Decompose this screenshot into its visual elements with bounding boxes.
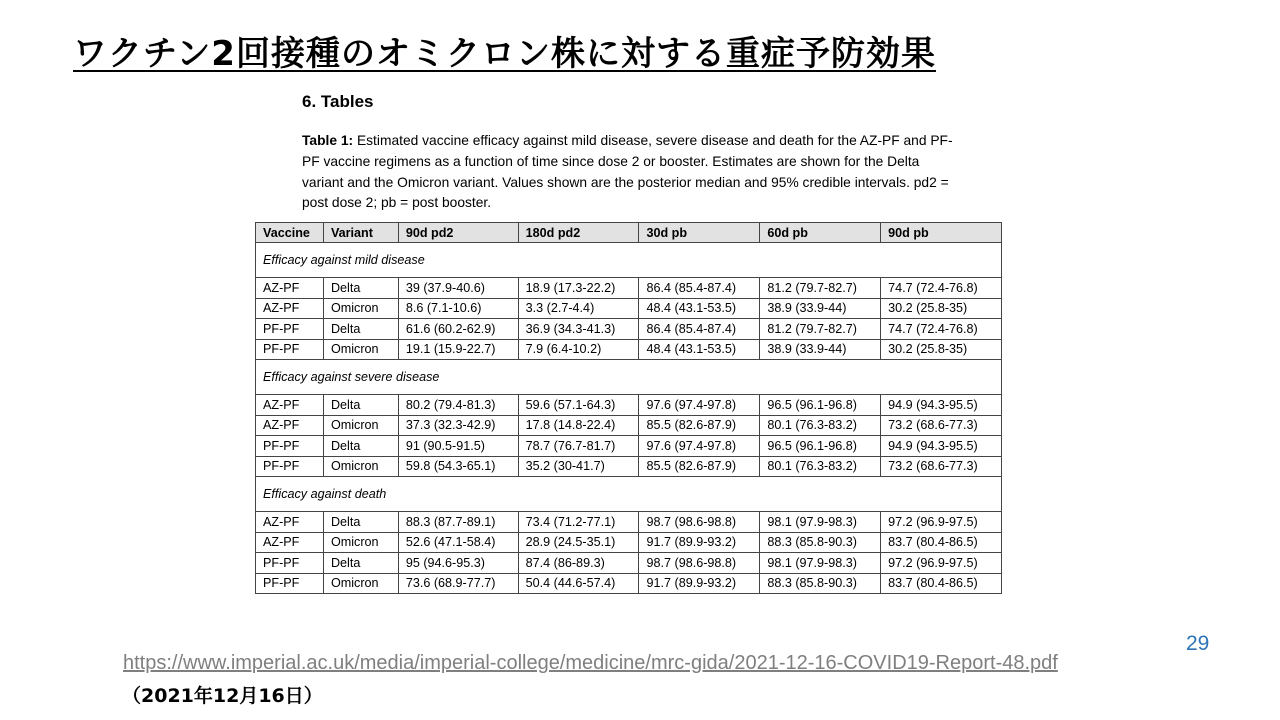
table-row	[256, 532, 1002, 553]
column-header: 90d pb	[881, 223, 1002, 243]
column-header: 60d pb	[760, 223, 881, 243]
table-cell: AZ-PF	[256, 532, 324, 553]
table-cell: 80.1 (76.3-83.2)	[760, 456, 881, 477]
report-excerpt	[255, 92, 1005, 594]
table-row	[256, 319, 1002, 340]
table-cell: 35.2 (30-41.7)	[518, 456, 639, 477]
table-cell: 61.6 (60.2-62.9)	[398, 319, 518, 340]
table-cell: 96.5 (96.1-96.8)	[760, 395, 881, 416]
table-cell: 38.9 (33.9-44)	[760, 339, 881, 360]
table-cell: Omicron	[323, 532, 398, 553]
table-cell: 48.4 (43.1-53.5)	[639, 298, 760, 319]
group-label: Efficacy against severe disease	[256, 360, 1002, 395]
table-cell: PF-PF	[256, 573, 324, 594]
table-row	[256, 436, 1002, 457]
table-cell: 80.1 (76.3-83.2)	[760, 415, 881, 436]
table-cell: 91 (90.5-91.5)	[398, 436, 518, 457]
table-cell: AZ-PF	[256, 395, 324, 416]
table-cell: 50.4 (44.6-57.4)	[518, 573, 639, 594]
table-cell: 95 (94.6-95.3)	[398, 553, 518, 574]
table-cell: 98.7 (98.6-98.8)	[639, 553, 760, 574]
table-cell: AZ-PF	[256, 512, 324, 533]
table-cell: 88.3 (85.8-90.3)	[760, 532, 881, 553]
table-row	[256, 339, 1002, 360]
table-cell: 81.2 (79.7-82.7)	[760, 319, 881, 340]
table-cell: Delta	[323, 436, 398, 457]
efficacy-table	[255, 222, 1002, 594]
table-cell: 94.9 (94.3-95.5)	[881, 395, 1002, 416]
table-cell: 97.2 (96.9-97.5)	[881, 553, 1002, 574]
table-cell: 30.2 (25.8-35)	[881, 298, 1002, 319]
caption-text: Estimated vaccine efficacy against mild disease, severe disease and death for the AZ-PF and PF-PF vaccine regimens as a function of time since dose 2 or booster. Estimates are shown for the Delta variant and the Omicron variant. Values shown are the posterior median and 95% credible intervals. pd2 = post dose 2; pb = post booster.	[302, 133, 953, 211]
table-cell: 19.1 (15.9-22.7)	[398, 339, 518, 360]
table-cell: 80.2 (79.4-81.3)	[398, 395, 518, 416]
table-cell: AZ-PF	[256, 278, 324, 299]
table-cell: Omicron	[323, 456, 398, 477]
table-cell: 86.4 (85.4-87.4)	[639, 319, 760, 340]
table-cell: 87.4 (86-89.3)	[518, 553, 639, 574]
column-header: 90d pd2	[398, 223, 518, 243]
table-cell: 30.2 (25.8-35)	[881, 339, 1002, 360]
table-cell: 96.5 (96.1-96.8)	[760, 436, 881, 457]
table-cell: 52.6 (47.1-58.4)	[398, 532, 518, 553]
table-cell: 85.5 (82.6-87.9)	[639, 456, 760, 477]
table-cell: 98.1 (97.9-98.3)	[760, 553, 881, 574]
column-header: 180d pd2	[518, 223, 639, 243]
table-cell: 97.6 (97.4-97.8)	[639, 436, 760, 457]
caption-label: Table 1:	[302, 133, 354, 148]
table-cell: 28.9 (24.5-35.1)	[518, 532, 639, 553]
column-header: 30d pb	[639, 223, 760, 243]
source-link[interactable]: https://www.imperial.ac.uk/media/imperial-college/medicine/mrc-gida/2021-12-16-COVID19-Report-48.pdf	[123, 652, 1058, 674]
table-cell: 8.6 (7.1-10.6)	[398, 298, 518, 319]
table-cell: 73.2 (68.6-77.3)	[881, 415, 1002, 436]
table-body	[256, 243, 1002, 594]
table-cell: PF-PF	[256, 553, 324, 574]
column-header: Vaccine	[256, 223, 324, 243]
table-cell: 38.9 (33.9-44)	[760, 298, 881, 319]
table-cell: 81.2 (79.7-82.7)	[760, 278, 881, 299]
table-cell: 17.8 (14.8-22.4)	[518, 415, 639, 436]
table-cell: Delta	[323, 319, 398, 340]
group-label: Efficacy against mild disease	[256, 243, 1002, 278]
table-cell: 73.2 (68.6-77.3)	[881, 456, 1002, 477]
table-cell: PF-PF	[256, 319, 324, 340]
table-row	[256, 298, 1002, 319]
table-cell: 83.7 (80.4-86.5)	[881, 573, 1002, 594]
table-cell: 85.5 (82.6-87.9)	[639, 415, 760, 436]
table-cell: 98.1 (97.9-98.3)	[760, 512, 881, 533]
table-cell: Delta	[323, 395, 398, 416]
table-cell: 36.9 (34.3-41.3)	[518, 319, 639, 340]
group-row	[256, 477, 1002, 512]
table-cell: PF-PF	[256, 456, 324, 477]
group-label: Efficacy against death	[256, 477, 1002, 512]
table-cell: 78.7 (76.7-81.7)	[518, 436, 639, 457]
table-cell: AZ-PF	[256, 415, 324, 436]
table-cell: 48.4 (43.1-53.5)	[639, 339, 760, 360]
table-cell: Delta	[323, 512, 398, 533]
table-cell: 91.7 (89.9-93.2)	[639, 573, 760, 594]
table-cell: 59.6 (57.1-64.3)	[518, 395, 639, 416]
table-row	[256, 415, 1002, 436]
table-caption	[302, 131, 962, 214]
table-cell: 59.8 (54.3-65.1)	[398, 456, 518, 477]
table-cell: 98.7 (98.6-98.8)	[639, 512, 760, 533]
table-row	[256, 553, 1002, 574]
section-heading: 6. Tables	[302, 92, 374, 111]
table-cell: 18.9 (17.3-22.2)	[518, 278, 639, 299]
table-cell: 37.3 (32.3-42.9)	[398, 415, 518, 436]
table-cell: 97.6 (97.4-97.8)	[639, 395, 760, 416]
table-row	[256, 395, 1002, 416]
slide-title: ワクチン2回接種のオミクロン株に対する重症予防効果	[73, 34, 936, 74]
table-cell: 7.9 (6.4-10.2)	[518, 339, 639, 360]
table-cell: PF-PF	[256, 436, 324, 457]
table-cell: PF-PF	[256, 339, 324, 360]
table-cell: 88.3 (85.8-90.3)	[760, 573, 881, 594]
table-cell: 86.4 (85.4-87.4)	[639, 278, 760, 299]
table-cell: 73.4 (71.2-77.1)	[518, 512, 639, 533]
table-cell: 94.9 (94.3-95.5)	[881, 436, 1002, 457]
table-cell: Omicron	[323, 339, 398, 360]
table-cell: 39 (37.9-40.6)	[398, 278, 518, 299]
table-cell: Omicron	[323, 573, 398, 594]
table-cell: Omicron	[323, 415, 398, 436]
table-row	[256, 456, 1002, 477]
table-cell: 97.2 (96.9-97.5)	[881, 512, 1002, 533]
page-number: 29	[1186, 632, 1210, 655]
table-cell: Delta	[323, 553, 398, 574]
source-date: （2021年12月16日）	[122, 685, 323, 707]
column-header: Variant	[323, 223, 398, 243]
table-cell: 3.3 (2.7-4.4)	[518, 298, 639, 319]
table-header-row	[256, 223, 1002, 243]
table-cell: 88.3 (87.7-89.1)	[398, 512, 518, 533]
table-cell: 74.7 (72.4-76.8)	[881, 278, 1002, 299]
table-cell: Omicron	[323, 298, 398, 319]
table-cell: AZ-PF	[256, 298, 324, 319]
table-cell: Delta	[323, 278, 398, 299]
group-row	[256, 360, 1002, 395]
table-row	[256, 573, 1002, 594]
group-row	[256, 243, 1002, 278]
table-cell: 73.6 (68.9-77.7)	[398, 573, 518, 594]
table-cell: 91.7 (89.9-93.2)	[639, 532, 760, 553]
table-row	[256, 278, 1002, 299]
table-cell: 74.7 (72.4-76.8)	[881, 319, 1002, 340]
table-cell: 83.7 (80.4-86.5)	[881, 532, 1002, 553]
table-row	[256, 512, 1002, 533]
